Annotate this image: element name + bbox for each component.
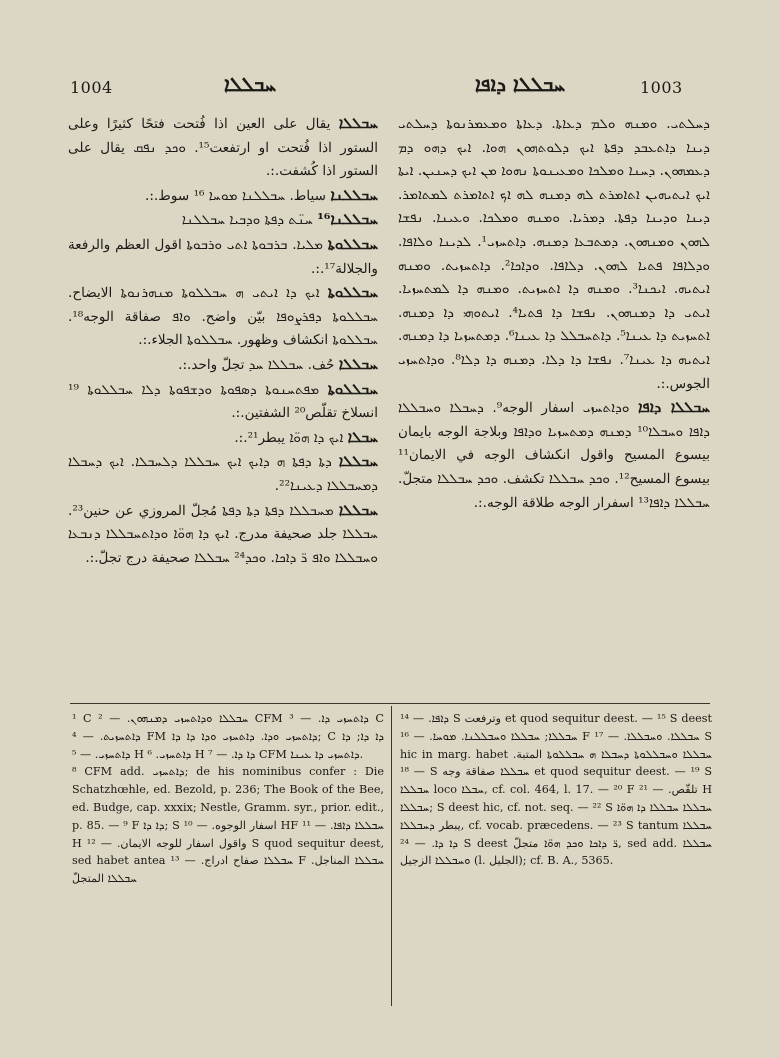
footnote-block: ¹ C ܚܒܠܠܐ ܘܕܐܬܚܙܝ ܕܡܢܗܘܢ. — ² CFM ܕܐܬܚܙܝ ܕܐ. — ³ C ܕܐܬܚܙܝܬ. — ⁴ FM ܕܐܬܚܙܝ ܘܕܐ. ܕܐܬܚܙܝ ܘܕܐ ܕܐ ܕܐ; C ܕܐ ܕܐ; ܕܐ ܕܐܬܚܙܝ. — ⁵ H ܕܐܬܚܙܝ. ⁶ H ܕܐ ܕܐ. — ⁷ CFM ܕܐܬܚܙܝ ܕܐ ܥܝܢܐ. bbox=[72, 712, 384, 761]
entry-text: ܐܝܟ ܕܐ ܗܘ̈ܐ يبطر²¹.:. bbox=[234, 429, 344, 446]
footnotes-right bbox=[400, 710, 712, 1010]
entry-lemma: ܚܒܠܠܐ bbox=[338, 452, 378, 471]
entry-text: ܐܝܟ ܕܐ ܐܝܬܝ ܗ ܚܒܠܠܘܬܐ ܡܢܗܪܢܘܬܐ الايضاح. ܚܒܠܠܘܬܐ ܕܦܪܨܘܦܐ بيّن واضح. ܘܐܦ صفاقة الوجه¹⁸. ܚܒܠܠܘܬܐ انكشاف وظهور. ܚܒܠܠܘܬܐ الجلاء.:. bbox=[68, 285, 378, 349]
entry bbox=[68, 450, 378, 498]
right-column bbox=[398, 112, 710, 687]
left-column bbox=[68, 112, 378, 687]
entry-text: يقال على العين اذا فُتحت فتحًا كثيرًا وعلى الستور اذا فُتحت او ارتفعت¹⁵. ܘܟܕ ܢܦܩ يقال على الستور اذا كُشفت.:. bbox=[68, 116, 378, 180]
entry-lemma: ܚܒܠܠܘܬܐ bbox=[327, 283, 378, 302]
entry-lemma: ܚܒܠܐ bbox=[347, 427, 378, 446]
entry-lemma: ܚܒܠܠܐ bbox=[338, 500, 378, 519]
running-title-right: ܚܒܠܠܐ ܕܐܦܐ bbox=[474, 72, 566, 96]
entry-lemma: ܚܒܠܠܢܐ bbox=[330, 185, 378, 204]
running-title-left: ܚܒܠܠܐ bbox=[223, 72, 277, 96]
entry-text: ܚܢ̈ܬ ܕܦܬܐ ܘܕܒܝܐ ܚܒܠܠܢܐ bbox=[181, 212, 313, 229]
entry bbox=[68, 208, 378, 233]
entry bbox=[68, 184, 378, 209]
entry-text: سياط. ܚܒܠܠܢܐ ܡܘܚܐ ¹⁶ سوط.:. bbox=[145, 187, 326, 204]
entry-lemma: ܚܒܠܠܐ ܕܐܦܐ bbox=[638, 398, 710, 417]
page-number-left: 1004 bbox=[70, 78, 113, 97]
entry bbox=[68, 378, 378, 426]
page-number-right: 1003 bbox=[640, 78, 683, 97]
entry-text: ܡܦܬܚܢܘܬܐ ܕܣܦܘܬܐ ܘܕܫܦܘܬܐ ܕܠܐ ܚܒܠܠܘܬܐ ¹⁹ انسلاخ تقلّص²⁰ الشفتين.:. bbox=[68, 381, 378, 422]
entry-text: ܡܠܝܐ. ܒܪܒܘܬܐ ܐܬܝ ܘܪܒܘܬܐ اقول العظم والرفعة والجلالة¹⁷.:. bbox=[68, 236, 378, 277]
entry-lemma: ܚܒܠܠܐ bbox=[338, 354, 378, 373]
entry bbox=[68, 233, 378, 281]
entry-lemma: ܚܒܠܠܘܬܐ bbox=[327, 234, 378, 253]
entry-text: ܕܬܐ ܕܦܬܐ ܗ ܕܐܝܟ ܐܝܟ ܚܒܠܠܐ ܕܠܚܒܠܐ. ܐܝܟ ܕܚܒܠܐ ܕܡܚܒܠܠܐ ܕܥܝܢܐ²². bbox=[68, 454, 378, 494]
entry bbox=[68, 281, 378, 353]
entry bbox=[68, 353, 378, 378]
entry-text: حُف. ܚܒܠܠܐ ܚܕ تجلّ واحد.:. bbox=[178, 356, 335, 373]
footnote-column-divider bbox=[391, 706, 392, 1006]
entry bbox=[398, 396, 710, 515]
footnote-block: ܕܐܦܐ. — ¹⁴ S وترفعت et quod sequitur deest. — ¹⁵ S deest ܚܒܠܠܐ; ܚܒܠܠܐ ܘܚܒܠܠܢܐ. ܡܘܚܐ. — ¹⁶ F ܚܒܠܠܐ. ܘܚܒܠܠܐ. — ¹⁷ S hic in marg. habet ܚܒܠܠܐ ܘܚܒܠܠܘܬܐ ܕܚܒܠܐ ܗ ܚܒܠܠܘܬܐ المتبة. — ¹⁸ S ܚܒܠܠܐ صفاقة وجه et quod sequitur deest. — ¹⁹ S ܚܒܠܠܐ loco ܚܒܠܐ, cf. col. 464, l. 17. — ²⁰ F تلقّص. — ²¹ H ܚܒܠܠܐ; S deest hic, cf. not. seq. — ²² S ܚܒܠܠܐ ܚܒܠܠܐ ܕܐ ܗܘ̈ܐ يبطر ܕܚܒܠܠܐ, cf. vocab. præcedens. — ²³ S tantum ܚܒܠܠܐ ܕܐ ܕܐ. — ²⁴ S deest ܪ̈ ܕܐܟܐ ܘܟܕ ܗܘ̈ܐ متجلّ, sed add. ܚܒܠܠܐ ܘܚܒܠܠܐ الزجيل (l. الجليل); cf. B. A., 5365. bbox=[400, 712, 712, 868]
entry bbox=[68, 426, 378, 451]
entry bbox=[68, 499, 378, 571]
entry-lemma: ܚܒܠܠܐ bbox=[338, 114, 378, 132]
entry-text: ܕܚܠܬܝ. ܘܡܢܗ ܘܠܡ ܕܥܐܬܐ. ܕܥܐܬܐ ܘܡܥܡܪܢܘܬܐ ܕܚܠܬܝ ܕܝܢܐ ܕܐܬܥܒܕ ܕܦܬܐ ܐܝܟ ܕܠܘܬܗܘܢ ܗܘܐ. ܐܝܟ ܕܗܘ ܕܡ ܕܥܡܗܘܢ. ܕܚܢܐ ܘܡܠܟܐ ܘܡܥܝܢܘܬܐ ܢܗܘܐ ܡܢ ܐܝܟ ܕܚܢܝܢ. ܐܝܬܐ ܐܝܟ ܐܝܬܝܗܝܢ ܐܬܐܡܪܬ ܠܗ ܕܡܢܗ ܠܗ ܐܟ ܐܬܐܡܪܬ ܠܡܬܐܡܪ. ܕܝܢܐ ܘܕܝܢܐ ܕܦܬܐ. ܕܡܪܝܐ. ܘܡܢܗ ܘܡܠܟܐ. ܘܥܝܢܐ. ܢܦܫܐ ܠܗܘܢ ܘܡܢܗܘܢ. ܕܡܬܒܥܐ ܕܡܢܗ. ܕܐܬܚܙܝ¹. ܠܕܝܢܐ ܘܠܐܦܐ. ܘܕܠܐܦܐ ܦܬܝܐ ܠܗܘܢ. ܕܠܐܦܐ. ܘܕܐܟܐ². ܕܐܬܚܙܝܬ. ܘܡܢܗ ܐܝܬܝܗ. ܐܝܟܢܐ³. ܘܡܢܗ ܕܐ ܐܬܚܙܝܬ. ܘܡܢܗ ܕܐ ܠܡܬܚܙܝܐ. ܐܝܬܝ ܕܐ ܕܡܢܗܘܢ. ܢܦܫܐ ܕܐ ܦܬܝܐ⁴. ܐܝܬܘܗܝ ܕܐ ܕܡܢܗ. ܐܬܚܙܝܬ ܕܐ ܥܝܢܐ⁵. ܕܐܬܚܒܠܠ ܕܐ ܥܝܢܐ⁶. ܕܡܬܚܙܝܐ ܕܐ ܕܡܢܗ. ܐܝܬܝܗ ܕܐ ܥܝܢܐ⁷. ܢܦܫܐ ܕܐ ܕܠܐ. ܕܡܢܗ ܕܐ ܕܠܐ⁸. ܘܕܐܬܚܙܝ الجوس.:. bbox=[398, 116, 710, 392]
footnote-block: ⁸ CFM add. ܕܐܬܚܙܝ; de his nominibus confer : Die Schatzhœhle, ed. Bezold, p. 236; The Book of the Bee, ed. Budge, cap. xxxix; Nestle, Gramm. syr., prior. edit., p. 85. — ⁹ F ܕܐ ܕܐ; S اسفار الوجوه. — ¹⁰ HF ܚܒܠܠܐ ܕܐܦܐ. — ¹¹ H واقول اسفار للوجه الايمان. — ¹² S quod sequitur deest, sed habet antea ܚܒܠܠܐ صفاح ادراج. — ¹³ F ܚܒܠܠܐ المناجل. ܚܒܠܠܐ المتجلّ bbox=[72, 765, 384, 886]
entry bbox=[398, 112, 710, 396]
entry-text: ܘܕܐܬܚܙܝ اسفار الوجه⁹. ܕܚܒܠܐ ܘܚܒܠܠܐ ܕܐܦܐ ܘܚܒܠܐ¹⁰ ܕܡܢܗ ܕܡܬܚܙܝܐ ܘܕܐܦܐ وبلاجة الوجه بايمان بيسوع المسيح واقول انكشاف الوجه في الايمان¹¹ بيسوع المسيح¹². ܘܟܕ ܚܒܠܠܐ تكشف. ܘܟܕ ܚܒܠܠܐ متجلّ. ܚܒܠܠܐ ܕܐܦܐ¹³ اسفرار الوجه طلاقة الوجه.:. bbox=[398, 400, 710, 511]
entry-text: ܡܚܒܠܠܐ ܕܦܬܐ ܕܬܐ ܕܦܬܐ مُجلّ المروزي عن حنين²³. ܚܒܠܠܐ جلد صحيفة مدرج. ܐܝܟ ܕܐ ܗܘ̈ܐ ܘܕܐܬܚܒܠܠܐ ܕܢܒܥܐ ܘܚܒܠܠܐ ܘܐܦ ܪ̈ ܕܐܟܐ. ܘܟܕ²⁴ ܚܒܠܠܐ صحيفة درج تجلّ.:. bbox=[68, 502, 378, 566]
entry-lemma: ܚܒܠܠܢܐ¹⁶ bbox=[317, 210, 378, 229]
entry-lemma: ܚܒܠܠܘܬܐ bbox=[327, 379, 378, 398]
footnotes-left bbox=[72, 710, 384, 1010]
footnote-rule bbox=[70, 703, 710, 704]
entry bbox=[68, 112, 378, 184]
